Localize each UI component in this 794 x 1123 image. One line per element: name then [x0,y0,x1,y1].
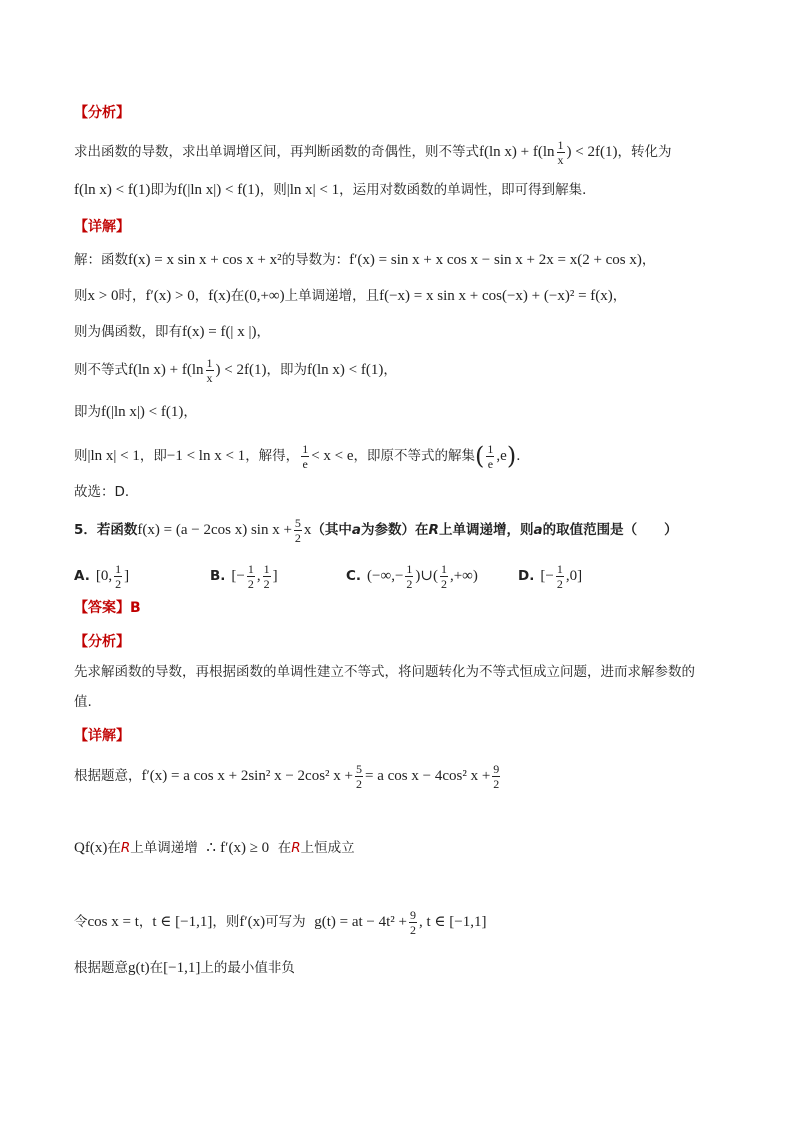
math-expr: f(ln x) [128,362,166,378]
text: a [533,522,543,538]
text: R [428,522,439,538]
option-d[interactable]: D. [− $\frac{1}{2}$ ,0] [518,561,583,591]
text: 令 [74,914,88,930]
text: ，转化为 [617,144,672,160]
text: ，则 [212,914,240,930]
detail-line-7: 故选：D． [74,484,139,500]
fraction: $\frac{5}{2}$ [294,515,301,545]
math-f-ln: f(ln [532,144,555,160]
text: 上单调递增，且 [284,288,380,304]
math-expr: f′(x) > 0 [145,288,195,304]
text: 可写为 [265,914,306,930]
text: a [351,522,362,538]
text: ，则 [259,182,287,198]
math-expr: |ln x| < 1 [87,448,140,464]
text: 5．若函数 [74,522,138,538]
fraction: $\frac{9}{2}$ [493,761,500,791]
fraction: $\frac{1}{x}$ [557,137,564,167]
text: ，解得， [245,448,300,464]
detail-2-line-3 [74,906,734,938]
text: ， [641,252,656,268]
analysis-2-line-1: 先求解函数的导数，再根据函数的单调性建立不等式，将问题转化为不等式恒成立问题，进而求解参数的 [74,664,695,680]
text: 即为 [74,404,101,420]
math-expr: ) < 2f(1) [215,362,267,378]
math-expr: |ln x| < 1 [286,182,340,198]
fraction: $\frac{1}{e}$ [302,441,309,471]
math-expr: f(ln x) < f(1) [307,362,384,378]
math-expr: g(t) [128,960,150,976]
section-head-analysis-2: 【分析】 [74,634,130,650]
math-expr: f′(x) ≥ 0 [220,840,270,856]
option-a[interactable]: A. [0, $\frac{1}{2}$ ] [74,561,130,591]
math-expr: g(t) = at − 4t² + [314,914,408,930]
text: （其中 [311,522,352,538]
text: ，即原不等式的解集 [353,448,476,464]
text: 的取值范围是（ ） [542,522,678,538]
math-expr: f(−x) = x sin x + cos(−x) + (−x)² = f(x) [379,288,613,304]
math-expr: f(ln x) < f(1) [74,182,151,198]
text: 时， [118,288,146,304]
text: 的导数为： [281,252,350,268]
math-expr: x > 0 [87,288,119,304]
text: ， [138,914,153,930]
text: 上单调递增 [130,840,198,856]
math-expr: e [500,448,507,464]
text: ，运用对数函数的单调性，即可得到解集． [339,182,596,198]
option-c[interactable]: C. (−∞,− $\frac{1}{2}$ )∪( $\frac{1}{2}$ ,+∞) [346,561,478,591]
fraction: $\frac{1}{e}$ [487,441,494,471]
fraction: $\frac{1}{x}$ [206,355,213,385]
math-expr: −1 < ln x < 1 [166,448,246,464]
text: 即为 [150,182,178,198]
math-expr: x [303,522,312,538]
detail-line-5 [74,402,734,422]
math-expr: < x < e [311,448,354,464]
text: 上的最小值非负 [200,960,295,976]
question-5-stem [74,514,734,546]
math-expr: f(|ln x|) < f(1) [101,404,184,420]
math-f-lnx: f(ln x) [479,144,517,160]
text: ， [383,362,397,378]
answer-head: 【答案】B [74,600,141,616]
text: 则 [74,288,88,304]
text: 在 [149,960,164,976]
detail-2-line-1 [74,760,734,792]
text: ． [516,448,530,464]
math-expr: cos x = t [87,914,139,930]
math-expr: (0,+∞) [244,288,285,304]
text: ∴ [206,840,216,856]
text: ， [183,404,197,420]
text: 在 [107,840,121,856]
text: 为参数）在 [361,522,429,538]
option-b[interactable]: B. [− $\frac{1}{2}$ , $\frac{1}{2}$ ] [210,561,278,591]
math-expr: f(x) = x sin x + cos x + x² [128,252,282,268]
analysis-2-line-2: 值. [74,694,92,710]
detail-line-3 [74,322,734,342]
math-expr: f′(x) = a cos x + 2sin² x − 2cos² x + [141,768,354,784]
math-expr: f(x) [208,288,231,304]
section-head-analysis: 【分析】 [74,105,130,121]
text: ， [256,324,270,340]
text: 在 [230,288,245,304]
math-expr: = a cos x − 4cos² x + [365,768,491,784]
text: ， [612,288,627,304]
math-expr: t ∈ [−1,1] [152,914,213,930]
text: ，即 [139,448,167,464]
math-expr: f(|ln x|) < f(1) [177,182,260,198]
section-head-detail: 【详解】 [74,219,130,235]
text: ， [194,288,209,304]
math-expr: [−1,1] [163,960,201,976]
text: 上单调递增，则 [438,522,534,538]
math-lt-2f1: ) < 2f(1) [566,144,618,160]
math-expr: f′(x) = sin x + x cos x − sin x + 2x = x(2 + cos x) [349,252,642,268]
analysis-line-2 [74,180,734,200]
text: 则不等式 [74,362,128,378]
math-expr: f(x) = (a − 2cos x) sin x + [137,522,292,538]
detail-line-1 [74,250,734,270]
text: 则为偶函数，即有 [74,324,182,340]
text: 则 [74,448,88,464]
section-head-detail-2: 【详解】 [74,728,130,744]
detail-2-line-4 [74,958,734,978]
text: Q [74,840,85,856]
text: 在 [277,840,292,856]
text: R [291,840,301,856]
fraction: $\frac{9}{2}$ [410,907,417,937]
math-expr: , t ∈ [−1,1] [419,914,487,930]
math-expr: f(ln [181,362,204,378]
text: 解：函数 [74,252,128,268]
detail-line-6: 则|ln x| < 1，即−1 < ln x < 1，解得， $\frac{1}{e}$ < x < e，即原不等式的解集( $\frac{1}{e}$ ,e)． [74,441,530,471]
detail-line-4: 则不等式f(ln x) + f(ln $\frac{1}{x}$ ) < 2f(1)，即为f(ln x) < f(1)， [74,355,397,385]
text: 根据题意 [74,960,128,976]
analysis-line-1: 求出函数的导数，求出单调增区间，再判断函数的奇偶性，则不等式f(ln x) + f(ln $\frac{1}{x}$ ) < 2f(1)，转化为 [74,137,672,167]
fraction: $\frac{5}{2}$ [356,761,363,791]
math-expr: f′(x) [239,914,266,930]
detail-line-2 [74,286,734,306]
text: 求出函数的导数，求出单调增区间，再判断函数的奇偶性，则不等式 [74,144,479,160]
detail-2-line-2 [74,838,734,858]
math-expr: f(x) = f(| x |) [182,324,257,340]
text: ，即为 [266,362,307,378]
text: R [120,840,131,856]
text: 根据题意， [74,768,142,784]
text: 上恒成立 [300,840,355,856]
math-expr: f(x) [84,840,108,856]
